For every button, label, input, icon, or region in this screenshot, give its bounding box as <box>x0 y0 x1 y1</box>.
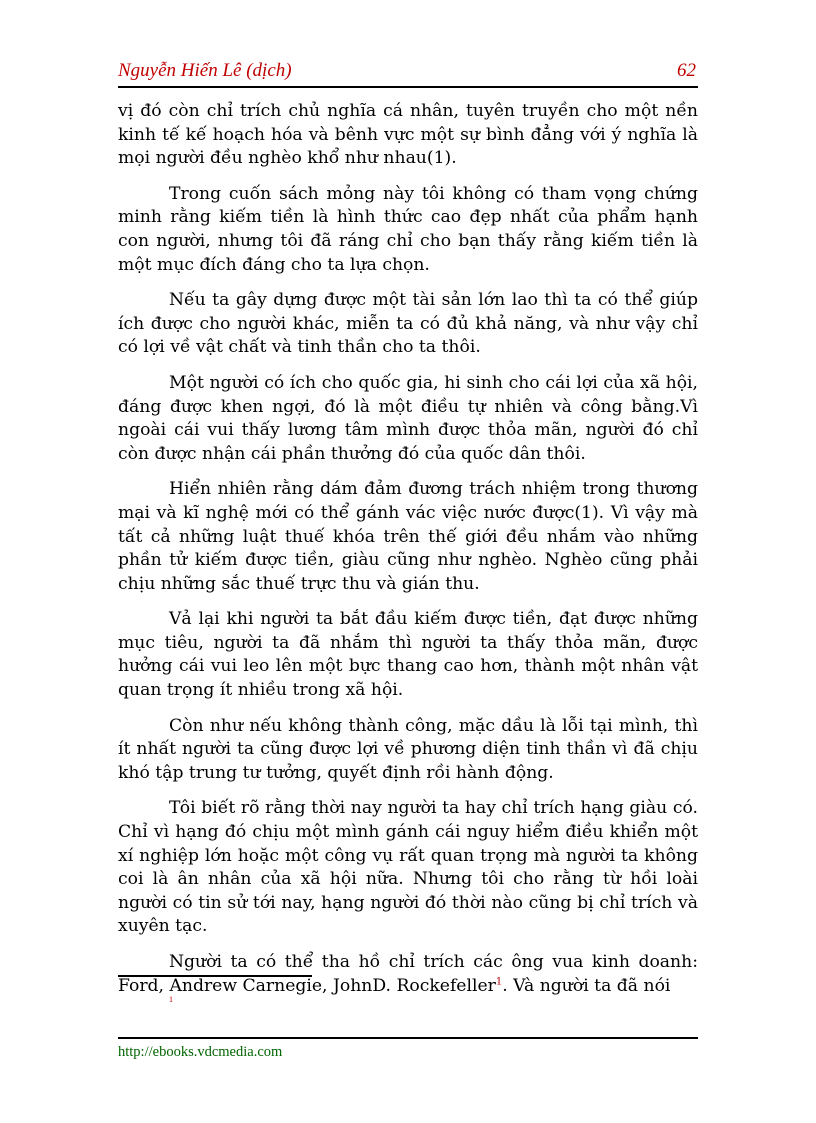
paragraph-text-end: . Và người ta đã nói <box>502 975 671 996</box>
footnote-divider <box>118 975 312 977</box>
paragraph: vị đó còn chỉ trích chủ nghĩa cá nhân, tuyên truyền cho một nền kinh tế kế hoạch hóa và bênh vực một sự bình đẳng với ý nghĩa là mọi người đều nghèo khổ như nhau(1). <box>118 101 698 169</box>
paragraph: Còn như nếu không thành công, mặc dầu là lỗi tại mình, thì ít nhất người ta cũng được lợi về phương diện tinh thần vì đã chịu khó tập trung tư tưởng, quyết định rồi hành động. <box>118 715 698 783</box>
paragraph: Vả lại khi người ta bắt đầu kiếm được tiền, đạt được những mục tiêu, người ta đã nhắm thì người ta thấy thỏa mãn, được hưởng cái vui leo lên một bực thang cao hơn, thành một nhân vật quan trọng ít nhiều trong xã hội. <box>118 609 698 701</box>
page-number: 62 <box>677 60 696 81</box>
header-divider <box>118 86 698 88</box>
footer-url[interactable]: http://ebooks.vdcmedia.com <box>118 1044 283 1060</box>
paragraph: Hiển nhiên rằng dám đảm đương trách nhiệm trong thương mại và kĩ nghệ mới có thể gánh vác việc nước được(1). Vì vậy mà tất cả những luật thuế khóa trên thế giới đều nhắm vào những phần tử kiếm được tiền, giàu cũng như nghèo. Nghèo cũng phải chịu những sắc thuế trực thu và gián thu. <box>118 479 698 594</box>
footer-divider <box>118 1037 698 1039</box>
body-text <box>118 100 698 1010</box>
page-header <box>118 58 698 84</box>
paragraph: Một người có ích cho quốc gia, hi sinh cho cái lợi của xã hội, đáng được khen ngợi, đó là một điều tự nhiên và công bằng.Vì ngoài cái vui thấy lương tâm mình được thỏa mãn, người đó chỉ còn được nhận cái phần thưởng đó của quốc dân thôi. <box>118 372 698 464</box>
paragraph: Tôi biết rõ rằng thời nay người ta hay chỉ trích hạng giàu có. Chỉ vì hạng đó chịu một mình gánh cái nguy hiểm điều khiển một xí nghiệp lớn hoặc một công vụ rất quan trọng mà người ta không coi là ân nhân của xã hội nữa. Nhưng tôi cho rằng từ hồi loài người có tin sử tới nay, hạng người đó thời nào cũng bị chỉ trích và xuyên tạc. <box>118 798 698 937</box>
paragraph: Nếu ta gây dựng được một tài sản lớn lao thì ta có thể giúp ích được cho người khác, miễn ta có đủ khả năng, và như vậy chỉ có lợi về vật chất và tinh thần cho ta thôi. <box>118 290 698 358</box>
header-author: Nguyễn Hiến Lê (dịch) <box>118 60 292 81</box>
footnote-marker: 1 <box>169 995 173 1004</box>
paragraph: Trong cuốn sách mỏng này tôi không có tham vọng chứng minh rằng kiếm tiền là hình thức cao đẹp nhất của phẩm hạnh con người, nhưng tôi đã ráng chỉ cho bạn thấy rằng kiếm tiền là một mục đích đáng cho ta lựa chọn. <box>118 183 698 275</box>
footnote-reference-link[interactable]: 1 <box>495 975 503 987</box>
paragraph-text: Người ta có thể tha hồ chỉ trích các ông vua kinh doanh: Ford, Andrew Carnegie, JohnD. Rockefeller <box>118 952 698 996</box>
